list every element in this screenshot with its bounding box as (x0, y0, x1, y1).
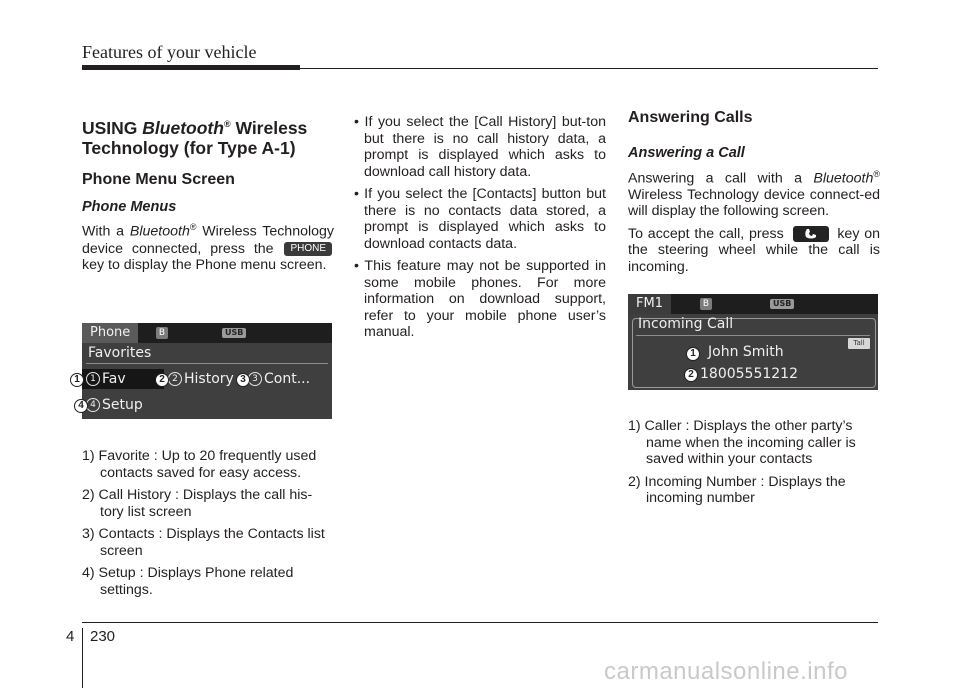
bluetooth-icon: B (156, 327, 168, 339)
menu-item-setup: 4 Setup (86, 397, 143, 413)
callout-4: 4 (74, 399, 88, 413)
menu-item-history: 2 History (168, 371, 234, 387)
callout-3: 3 (236, 373, 250, 387)
caller-number: 18005551212 (700, 366, 798, 382)
callout-2: 2 (684, 368, 698, 382)
menu-item-contacts: 3 Cont... (248, 371, 310, 387)
screen-divider (636, 335, 870, 336)
section-number: 4 (66, 628, 75, 645)
list-item: 2) Incoming Number : Displays the incoming number (628, 473, 846, 506)
screen-title: Incoming Call (638, 316, 734, 332)
usb-icon: USB (222, 328, 246, 338)
footer-divider (82, 628, 83, 688)
screen-tab: Phone (82, 323, 138, 343)
column-1 (82, 114, 334, 280)
header-title: Features of your vehicle (82, 42, 257, 62)
list-item: 3) Contacts : Displays the Contacts list screen (82, 526, 325, 559)
topic-heading: Answering a Call (628, 145, 745, 161)
section-heading: Answering Calls (628, 109, 753, 126)
answer-paragraph: Answering a call with a Bluetooth® Wireless Technology device connect-ed will display the following screen. (628, 168, 880, 220)
list-item: 2) Call History : Displays the call his-tory list screen (82, 487, 313, 520)
bullet-item: • This feature may not be supported in some mobile phones. For more information on download support, refer to your mobile phone user’s manual. (354, 258, 606, 340)
page-number: 230 (90, 628, 116, 645)
column-3 (628, 108, 880, 281)
column-2 (354, 114, 606, 347)
callout-2: 2 (155, 373, 169, 387)
incoming-call-screenshot (628, 294, 878, 390)
header-rule (300, 68, 878, 69)
subsection-heading: Phone Menu Screen (82, 170, 235, 188)
topic-heading: Phone Menus (82, 198, 177, 215)
call-key-icon (793, 226, 829, 242)
usb-icon: USB (770, 299, 794, 309)
list-item: 1) Caller : Displays the other party’s name when the incoming caller is saved within your contacts (628, 418, 856, 467)
intro-paragraph: With a Bluetooth® Wireless Technology device connected, press the PHONE key to display the Phone menu screen. (82, 222, 334, 274)
bullet-item: • If you select the [Call History] but-ton but there is no call history data, a prompt is displayed which asks to download call history data. (354, 114, 606, 180)
menu-item-fav: 1 Fav (86, 371, 126, 387)
watermark: carmanualsonline.info (604, 658, 848, 685)
screen-divider (86, 363, 328, 364)
callout-1: 1 (686, 347, 700, 361)
footer-rule (82, 622, 878, 623)
accept-paragraph: To accept the call, press key on the steering wheel while the call is incoming. (628, 225, 881, 275)
column-1-list (82, 448, 334, 604)
screen-title: Favorites (88, 345, 152, 361)
column-3-list (628, 418, 880, 513)
phone-menu-screenshot (82, 323, 332, 419)
callout-1: 1 (70, 373, 84, 387)
bullet-item: • If you select the [Contacts] button but there is no contacts data stored, a prompt is displayed which asks to download contacts data. (354, 186, 606, 252)
section-heading: USING Bluetooth® Wireless Technology (for Type A-1) (82, 117, 308, 158)
list-item: 4) Setup : Displays Phone related settings. (82, 565, 294, 598)
phone-key-icon: PHONE (284, 242, 332, 256)
signal-icon: Tall (848, 338, 870, 349)
header-bar (82, 65, 300, 70)
bluetooth-icon: B (700, 298, 712, 310)
list-item: 1) Favorite : Up to 20 frequently used contacts saved for easy access. (82, 448, 317, 481)
caller-name: John Smith (708, 344, 784, 360)
screen-tab: FM1 (628, 294, 671, 314)
